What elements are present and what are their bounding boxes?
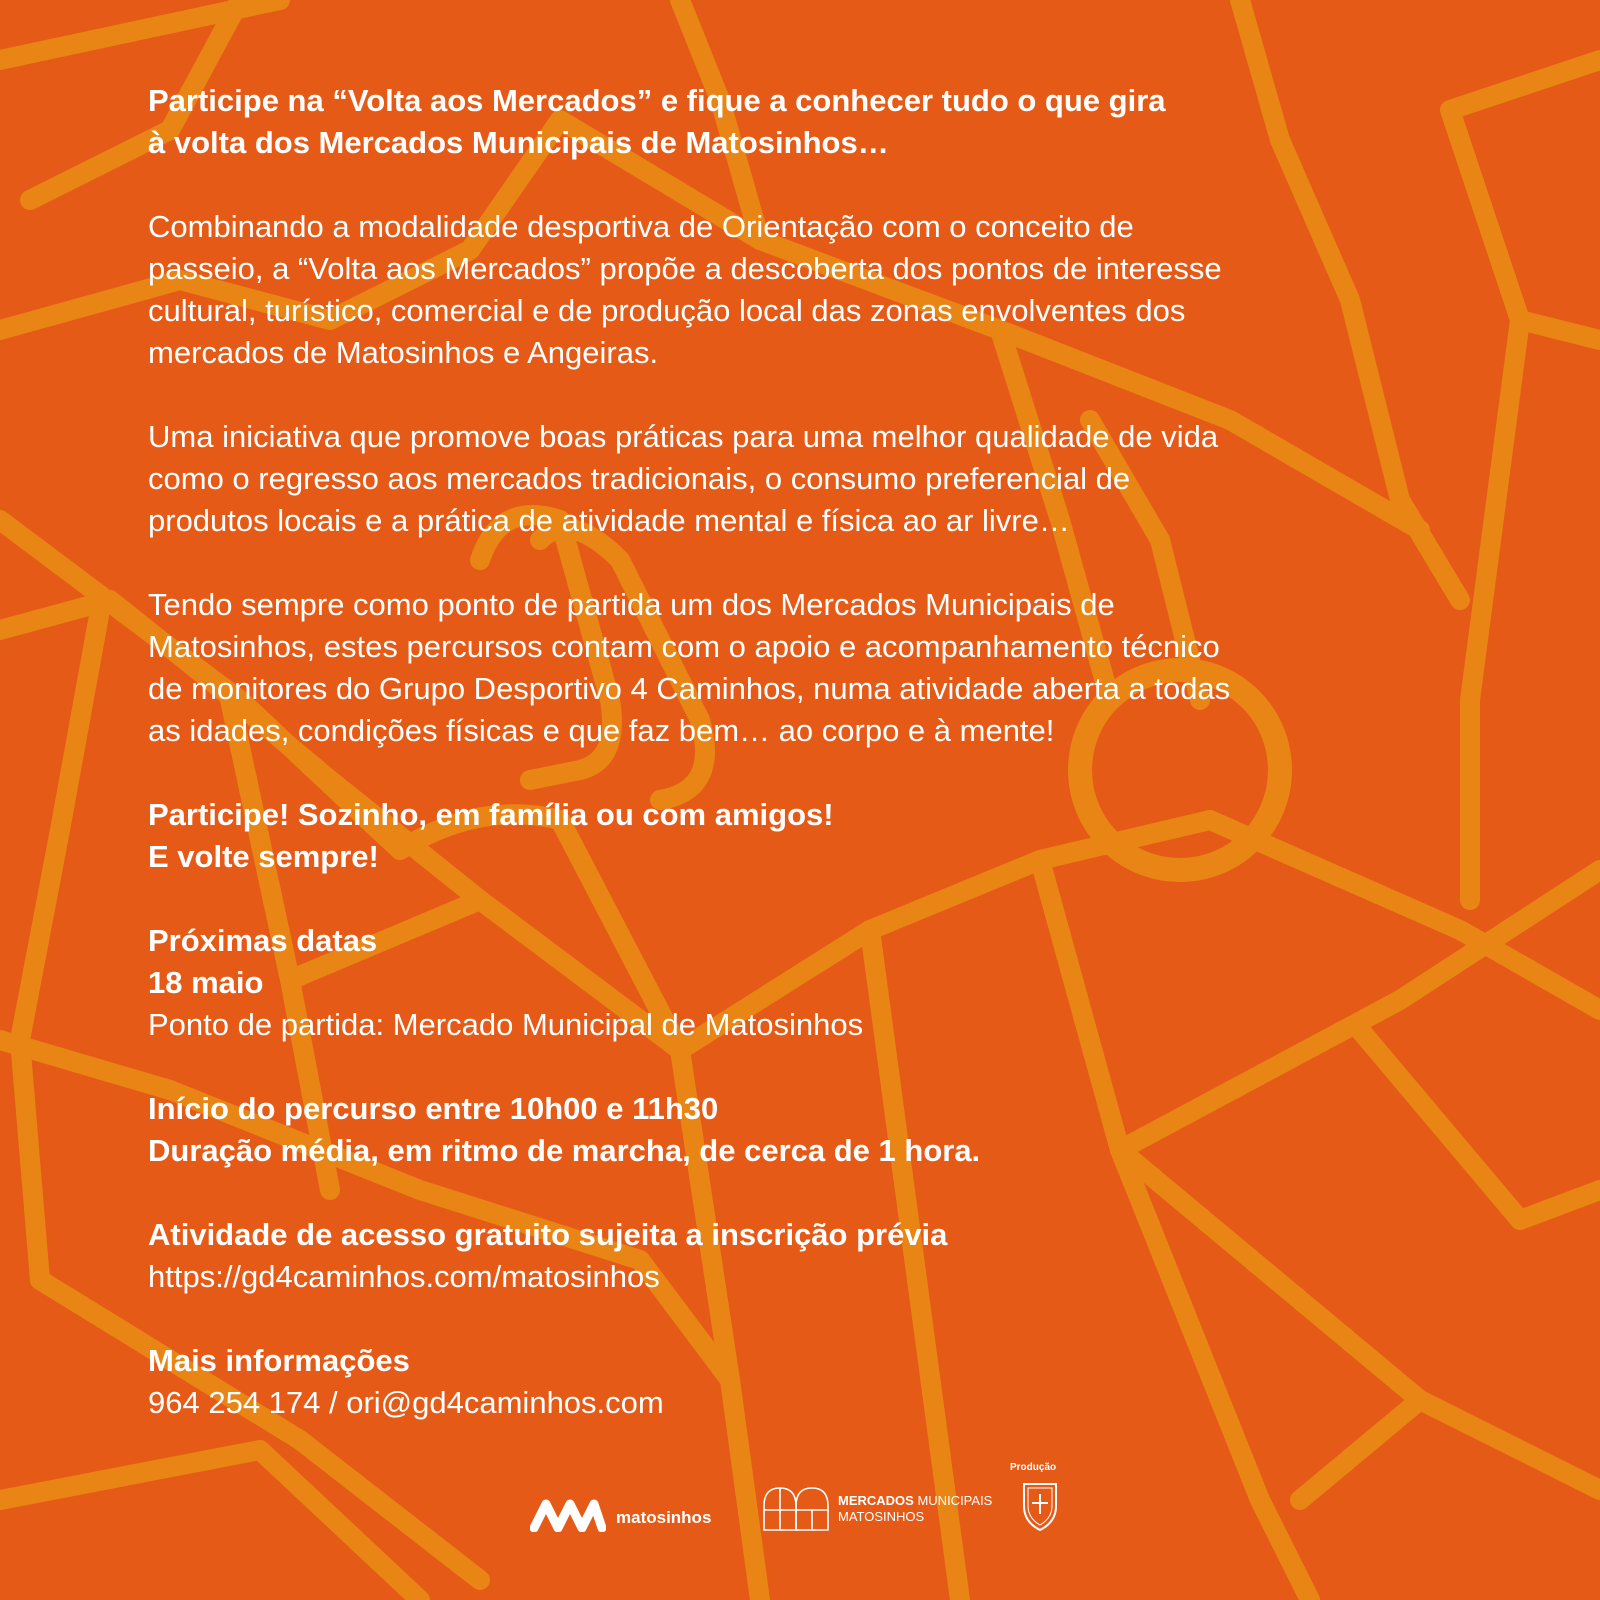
mm-logo-icon — [530, 1498, 606, 1532]
text-line: cultural, turístico, comercial e de produção local das zonas envolventes dos — [148, 293, 1186, 328]
text-line: Uma iniciativa que promove boas práticas para uma melhor qualidade de vida — [148, 419, 1219, 454]
text-line: de monitores do Grupo Desportivo 4 Caminhos, numa atividade aberta a todas — [148, 671, 1231, 706]
intro-line: Participe na “Volta aos Mercados” e fique a conhecer tudo o que gira — [148, 83, 1166, 118]
contact-info: 964 254 174 / ori@gd4caminhos.com — [148, 1385, 664, 1420]
text-line: Combinando a modalidade desportiva de Orientação com o conceito de — [148, 209, 1134, 244]
routes-paragraph — [148, 584, 1458, 752]
text-line: produtos locais e a prática de atividade mental e física ao ar livre… — [148, 503, 1070, 538]
registration-heading: Atividade de acesso gratuito sujeita a inscrição prévia — [148, 1217, 948, 1252]
initiative-paragraph — [148, 416, 1458, 542]
callout-line: E volte sempre! — [148, 839, 379, 874]
text-line: como o regresso aos mercados tradicionais, o consumo preferencial de — [148, 461, 1131, 496]
gd4caminhos-shield-icon — [1020, 1480, 1060, 1532]
start-time: Início do percurso entre 10h00 e 11h30 — [148, 1091, 719, 1126]
intro-paragraph — [148, 80, 1458, 164]
mercados-logo-line2: MATOSINHOS — [838, 1509, 925, 1524]
concept-paragraph — [148, 206, 1458, 374]
info-section — [148, 1340, 1458, 1424]
start-point: Ponto de partida: Mercado Municipal de Matosinhos — [148, 1007, 864, 1042]
event-date: 18 maio — [148, 965, 264, 1000]
event-description — [148, 80, 1458, 1466]
mercados-logo-text — [838, 1493, 992, 1525]
intro-line: à volta dos Mercados Municipais de Matosinhos… — [148, 125, 889, 160]
mercados-logo-regular: MUNICIPAIS — [917, 1493, 993, 1508]
dates-heading: Próximas datas — [148, 923, 378, 958]
mercados-logo-bold: MERCADOS — [838, 1493, 914, 1508]
info-heading: Mais informações — [148, 1343, 410, 1378]
text-line: as idades, condições físicas e que faz bem… ao corpo e à mente! — [148, 713, 1055, 748]
text-line: Matosinhos, estes percursos contam com o apoio e acompanhamento técnico — [148, 629, 1220, 664]
text-line: Tendo sempre como ponto de partida um dos Mercados Municipais de — [148, 587, 1115, 622]
text-line: passeio, a “Volta aos Mercados” propõe a descoberta dos pontos de interesse — [148, 251, 1222, 286]
schedule-section — [148, 1088, 1458, 1172]
callout-paragraph — [148, 794, 1458, 878]
mercados-municipais-logo — [762, 1486, 992, 1532]
callout-line: Participe! Sozinho, em família ou com amigos! — [148, 797, 834, 832]
dates-section — [148, 920, 1458, 1046]
footer-logos — [530, 1458, 1090, 1538]
text-line: mercados de Matosinhos e Angeiras. — [148, 335, 659, 370]
matosinhos-logo-text: matosinhos — [616, 1508, 712, 1527]
registration-section — [148, 1214, 1458, 1298]
producao-label: Produção — [1010, 1462, 1057, 1473]
duration: Duração média, em ritmo de marcha, de cerca de 1 hora. — [148, 1133, 981, 1168]
registration-link[interactable]: https://gd4caminhos.com/matosinhos — [148, 1259, 660, 1294]
matosinhos-logo — [530, 1498, 711, 1532]
market-arches-icon — [762, 1486, 830, 1532]
